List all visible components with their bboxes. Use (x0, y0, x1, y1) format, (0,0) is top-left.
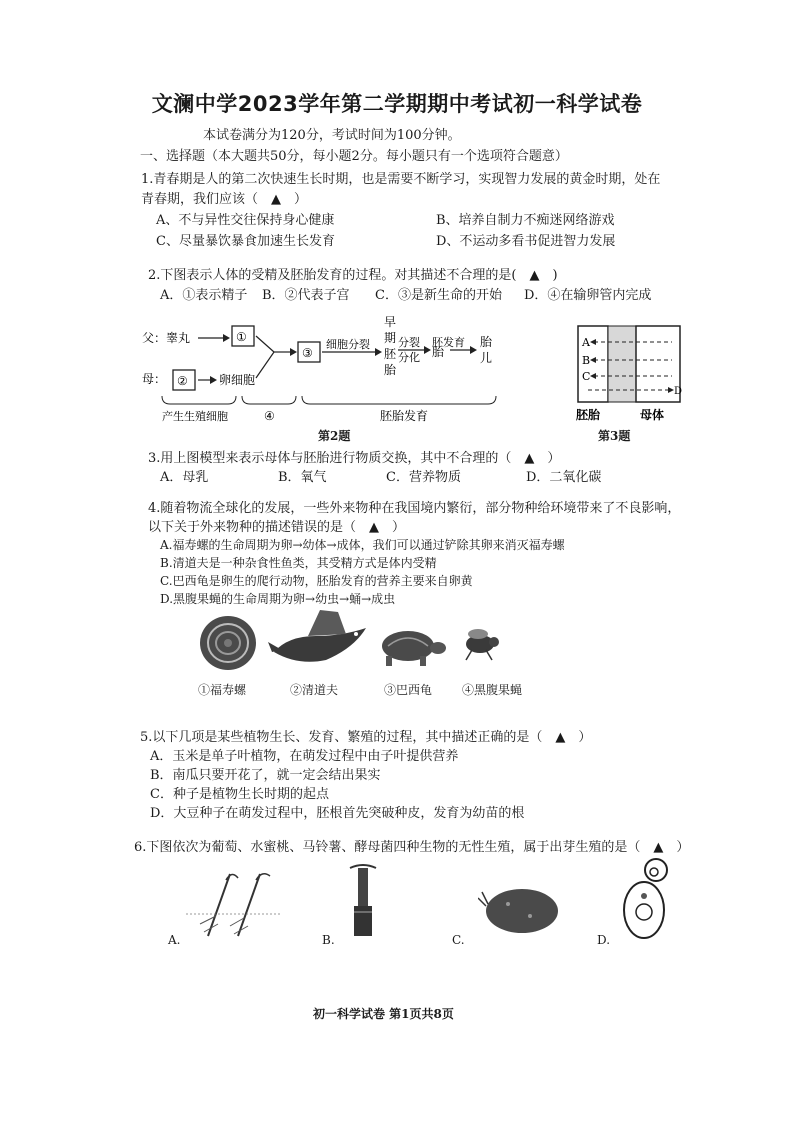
label-b: B (582, 354, 591, 367)
q1-option-b: B、培养自制力不痴迷网络游戏 (436, 213, 615, 228)
q3-option-a: A．母乳 (160, 470, 209, 485)
q3-option-c: C．营养物质 (386, 470, 461, 485)
q4-stem-line2: 以下关于外来物种的描述错误的是（ ▲ ） (148, 520, 405, 535)
q4-option-b: B.清道夫是一种杂食性鱼类，其受精方式是体内受精 (160, 556, 437, 570)
q3-stem: 3.用上图模型来表示母体与胚胎进行物质交换，其中不合理的（ ▲ ） (148, 451, 561, 466)
section-heading: 一、选择题（本大题共50分，每小题2分。每小题只有一个选项符合题意） (140, 149, 568, 164)
box-3-label: ③ (302, 346, 313, 360)
figure-3-caption: 第3题 (598, 429, 631, 443)
early-embryo-2: 期 (384, 331, 397, 345)
embryo-dev-label: 胚胎发育 (380, 409, 429, 423)
embryo-label: 胚胎 (576, 408, 601, 422)
division-label: 细胞分裂 (326, 338, 370, 351)
mother-label: 母： (142, 372, 167, 386)
q1-option-c: C、尽量暴饮暴食加速生长发育 (156, 234, 335, 249)
red-eared-slider-image (374, 624, 448, 672)
box-1-label: ① (236, 330, 247, 344)
snail-caption: ①福寿螺 (198, 683, 247, 697)
germ-cell-label: 产生生殖细胞 (162, 410, 228, 423)
q6-label-d: D. (597, 933, 611, 947)
q6-label-c: C. (452, 933, 465, 947)
figure-2-caption: 第2题 (318, 429, 351, 443)
potato-image (478, 884, 562, 936)
fruit-fly-image (456, 624, 506, 664)
q6-label-a: A. (168, 933, 181, 947)
q2-stem: 2.下图表示人体的受精及胚胎发育的过程。对其描述不合理的是( ▲ ) (148, 268, 558, 283)
q1-stem-line2: 青春期，我们应该（ ▲ ） (141, 192, 307, 207)
embryo-text: 胎 (432, 345, 445, 359)
placenta-diagram (568, 322, 688, 428)
label-c: C (582, 370, 591, 383)
pleco-caption: ②清道夫 (290, 683, 339, 697)
early-embryo-1: 早 (384, 315, 397, 329)
plecostomus-image (268, 606, 372, 672)
label-a: A (582, 336, 590, 349)
q4-option-a: A.福寿螺的生命周期为卵→幼体→成体，我们可以通过铲除其卵来消灭福寿螺 (160, 538, 565, 552)
q3-option-b: B．氧气 (278, 470, 327, 485)
turtle-caption: ③巴西龟 (384, 683, 433, 697)
q2-option-a: A．①表示精子 (160, 288, 248, 303)
fetus-2: 儿 (480, 351, 493, 365)
grape-cutting-image (186, 864, 282, 940)
q3-option-d: D．二氧化碳 (526, 470, 602, 485)
page-footer: 初一科学试卷 第1页共8页 (313, 1007, 454, 1021)
q5-option-d: D．大豆种子在萌发过程中，胚根首先突破种皮，发育为幼苗的根 (150, 806, 525, 821)
q4-option-c: C.巴西龟是卵生的爬行动物，胚胎发育的营养主要来自卵黄 (160, 574, 473, 588)
q1-option-a: A、不与异性交往保持身心健康 (156, 213, 335, 228)
q5-option-a: A．玉米是单子叶植物，在萌发过程中由子叶提供营养 (150, 749, 459, 764)
q1-stem-line1: 1.青春期是人的第二次快速生长时期，也是需要不断学习，实现智力发展的黄金时期，处在 (141, 172, 661, 187)
label-d: D (674, 386, 683, 397)
exam-info: 本试卷满分为120分，考试时间为100分钟。 (203, 128, 461, 143)
fertilization-diagram (140, 312, 520, 442)
q5-option-c: C．种子是植物生长时期的起点 (150, 787, 329, 802)
develop-label: 胚发育 (432, 336, 465, 349)
fetus-1: 胎 (480, 335, 493, 349)
q1-option-d: D、不运动多看书促进智力发展 (436, 234, 616, 249)
q4-option-d: D.黑腹果蝇的生命周期为卵→幼虫→蛹→成虫 (160, 592, 396, 606)
stage-4-label: ④ (264, 409, 275, 423)
fly-caption: ④黑腹果蝇 (462, 683, 523, 697)
egg-label: 卵细胞 (219, 373, 256, 387)
q4-stem-line1: 4.随着物流全球化的发展，一些外来物种在我国境内繁衍，部分物种给环境带来了不良影响， (148, 501, 681, 516)
split-label: 分裂 (398, 336, 420, 349)
apple-snail-image (196, 612, 260, 674)
early-embryo-4: 胎 (384, 363, 397, 377)
page-title: 文澜中学2023学年第二学期期中考试初一科学试卷 (151, 92, 643, 116)
peach-graft-image (344, 862, 384, 940)
q6-label-b: B. (322, 933, 335, 947)
q2-option-d: D．④在输卵管内完成 (524, 288, 652, 303)
father-label: 父：睾丸 (142, 331, 191, 345)
q5-stem: 5.以下几项是某些植物生长、发育、繁殖的过程，其中描述正确的是（ ▲ ） (140, 730, 592, 745)
diff-label: 分化 (398, 351, 420, 364)
q5-option-b: B．南瓜只要开花了，就一定会结出果实 (150, 768, 381, 783)
q2-option-b: B．②代表子宫 (262, 288, 350, 303)
yeast-budding-image (618, 856, 676, 942)
box-2-label: ② (177, 374, 188, 388)
mother-body-label: 母体 (640, 408, 665, 422)
early-embryo-3: 胚 (384, 347, 397, 361)
q6-stem: 6.下图依次为葡萄、水蜜桃、马铃薯、酵母菌四种生物的无性生殖，属于出芽生殖的是（ ▲ ） (134, 840, 690, 855)
q2-option-c: C．③是新生命的开始 (375, 288, 502, 303)
